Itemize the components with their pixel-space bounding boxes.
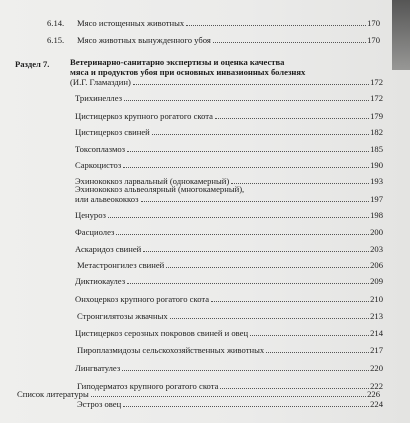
entry-title: Цистицеркоз свиней bbox=[75, 127, 150, 137]
entry-number: 6.15. bbox=[47, 35, 65, 45]
section-heading: Ветеринарно-санитарно экспертизы и оценка качества мяса и продуктов убоя при основных инвазионных болезнях bbox=[70, 57, 306, 77]
toc-entry[interactable] bbox=[75, 227, 383, 237]
leader-dots bbox=[266, 351, 369, 353]
entry-title: Онхоцеркоз крупного рогатого скота bbox=[75, 294, 210, 304]
leader-dots bbox=[108, 216, 369, 218]
entry-page-number: 203 bbox=[370, 244, 383, 254]
entry-page-number: 224 bbox=[370, 399, 383, 409]
section-author-row[interactable]: (И.Г. Гламаздин) 172 bbox=[70, 77, 383, 87]
section-label: Раздел 7. bbox=[15, 59, 50, 69]
entry-title: Цистицеркоз серозных покровов свиней и овец bbox=[75, 328, 249, 338]
entry-page-number: 193 bbox=[370, 176, 383, 186]
entry-page-number: 190 bbox=[370, 160, 383, 170]
entry-page-number: 206 bbox=[370, 260, 383, 270]
toc-entry[interactable] bbox=[75, 127, 383, 137]
entry-title: Цистицеркоз крупного рогатого скота bbox=[75, 111, 213, 121]
toc-entry[interactable] bbox=[77, 260, 383, 270]
entry-page-number: 200 bbox=[370, 227, 383, 237]
leader-dots bbox=[122, 369, 369, 371]
entry-title: Диктиокаулез bbox=[75, 276, 126, 286]
entry-page-number: 222 bbox=[370, 381, 383, 391]
entry-page-number: 220 bbox=[370, 363, 383, 373]
entry-title: Гиподерматоз крупного рогатого скота bbox=[77, 381, 219, 391]
entry-title: Эстроз овец bbox=[77, 399, 122, 409]
toc-entry[interactable] bbox=[75, 294, 383, 304]
entry-title: Ценуроз bbox=[75, 210, 106, 220]
toc-entry[interactable] bbox=[75, 244, 383, 254]
entry-title: Пироплазмидозы сельскохозяйственных животных bbox=[77, 345, 265, 355]
entry-page-number: 214 bbox=[370, 328, 383, 338]
entry-page-number: 185 bbox=[370, 144, 383, 154]
entry-title: Фасциолез bbox=[75, 227, 115, 237]
leader-dots bbox=[170, 317, 369, 319]
leader-dots bbox=[250, 334, 369, 336]
leader-dots bbox=[215, 117, 369, 119]
entry-title: Трихинеллез bbox=[75, 93, 123, 103]
leader-dots bbox=[166, 266, 369, 268]
toc-entry[interactable]: Мясо животных вынужденного убоя 170 bbox=[77, 35, 380, 45]
entry-page-number: 179 bbox=[370, 111, 383, 121]
wrapped-entry-line1: Эхинококкоз альвеолярный (многокамерный), bbox=[75, 184, 245, 194]
leader-dots bbox=[124, 99, 369, 101]
leader-dots bbox=[123, 166, 369, 168]
entry-title: Саркоцистоз bbox=[75, 160, 122, 170]
entry-title: Токсоплазмоз bbox=[75, 144, 126, 154]
leader-dots bbox=[152, 133, 369, 135]
toc-entry[interactable] bbox=[75, 276, 383, 286]
entry-title: Стронгилятозы жвачных bbox=[77, 311, 168, 321]
toc-entry[interactable] bbox=[75, 210, 383, 220]
toc-entry[interactable] bbox=[75, 144, 383, 154]
leader-dots bbox=[116, 233, 369, 235]
toc-entry[interactable] bbox=[75, 328, 383, 338]
toc-entry[interactable] bbox=[77, 345, 383, 355]
leader-dots bbox=[123, 405, 369, 407]
toc-entry[interactable] bbox=[77, 311, 383, 321]
page-edge-shadow bbox=[392, 0, 410, 70]
toc-entry[interactable] bbox=[75, 363, 383, 373]
toc-entry[interactable] bbox=[77, 399, 383, 409]
toc-entry[interactable]: или альвеококкоз 197 bbox=[75, 194, 383, 204]
leader-dots bbox=[143, 250, 369, 252]
leader-dots bbox=[127, 282, 369, 284]
entry-title: Лингватулез bbox=[75, 363, 121, 373]
toc-entry[interactable]: Мясо истощенных животных 170 bbox=[77, 18, 380, 28]
entry-page-number: 198 bbox=[370, 210, 383, 220]
entry-page-number: 213 bbox=[370, 311, 383, 321]
toc-entry[interactable] bbox=[75, 93, 383, 103]
toc-entry[interactable] bbox=[75, 160, 383, 170]
entry-page-number: 209 bbox=[370, 276, 383, 286]
leader-dots bbox=[127, 150, 369, 152]
entry-title: Метастронгилез свиней bbox=[77, 260, 165, 270]
entry-page-number: 182 bbox=[370, 127, 383, 137]
toc-entry[interactable] bbox=[75, 111, 383, 121]
leader-dots bbox=[231, 182, 369, 184]
entry-number: 6.14. bbox=[47, 18, 65, 28]
entry-page-number: 210 bbox=[370, 294, 383, 304]
entry-title: Эхинококкоз ларвальный (однокамерный) bbox=[75, 176, 230, 186]
entry-title: Аскаридоз свиней bbox=[75, 244, 142, 254]
entry-page-number: 172 bbox=[370, 93, 383, 103]
entry-page-number: 217 bbox=[370, 345, 383, 355]
leader-dots bbox=[211, 300, 369, 302]
bibliography-entry[interactable]: Список литературы 226 bbox=[17, 389, 380, 399]
